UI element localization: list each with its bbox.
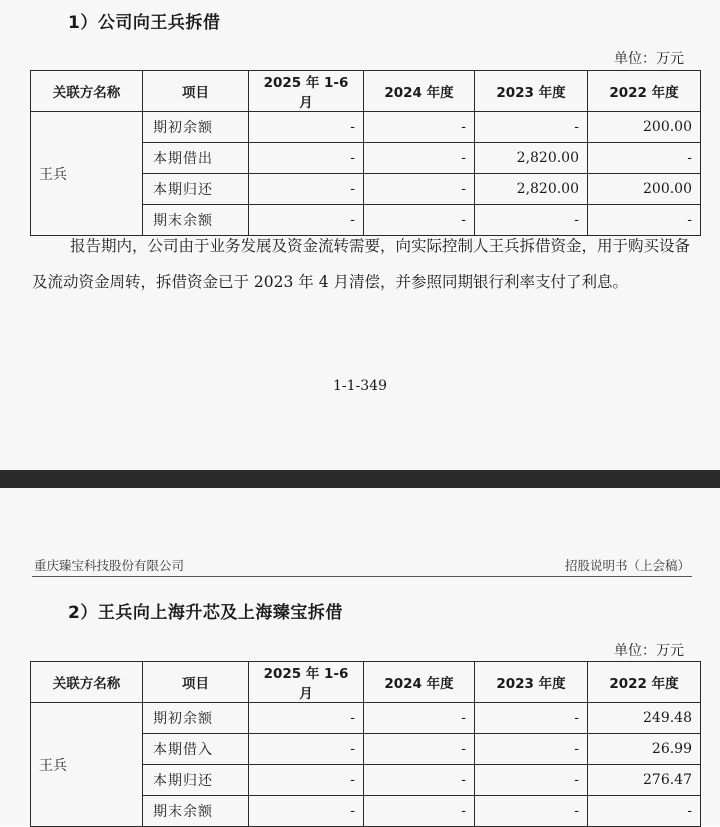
value-cell: -: [364, 734, 475, 765]
section-heading-1: 1）公司向王兵拆借: [68, 13, 221, 33]
page-number: 1-1-349: [333, 378, 387, 394]
col-header-2023: 2023 年度: [475, 662, 588, 703]
col-header-item: 项目: [143, 662, 249, 703]
col-header-party: 关联方名称: [31, 662, 143, 703]
item-cell: 本期借入: [143, 734, 249, 765]
table-row: [31, 703, 701, 734]
party-name-cell: 王兵: [31, 112, 143, 236]
item-cell: 期初余额: [143, 112, 249, 143]
value-cell: -: [588, 143, 701, 174]
item-cell: 期末余额: [143, 205, 249, 236]
value-cell: -: [364, 703, 475, 734]
value-cell: -: [364, 796, 475, 827]
item-cell: 本期归还: [143, 765, 249, 796]
table-header-row: [31, 71, 701, 112]
value-cell: -: [249, 174, 364, 205]
value-cell: -: [249, 765, 364, 796]
col-header-2025h1: 2025 年 1-6 月: [249, 662, 364, 703]
value-cell: -: [249, 734, 364, 765]
value-cell: -: [249, 112, 364, 143]
loan-table-1: [30, 70, 701, 236]
table-row: [31, 112, 701, 143]
col-header-2024: 2024 年度: [364, 662, 475, 703]
value-cell: 26.99: [588, 734, 701, 765]
value-cell: -: [249, 143, 364, 174]
value-cell: -: [364, 143, 475, 174]
col-header-2025h1: 2025 年 1-6 月: [249, 71, 364, 112]
value-cell: 200.00: [588, 174, 701, 205]
header-rule: [32, 576, 692, 577]
value-cell: 2,820.00: [475, 143, 588, 174]
col-header-2022: 2022 年度: [588, 71, 701, 112]
value-cell: 2,820.00: [475, 174, 588, 205]
col-header-party: 关联方名称: [31, 71, 143, 112]
value-cell: -: [249, 703, 364, 734]
page-divider: [0, 470, 720, 488]
value-cell: -: [364, 112, 475, 143]
item-cell: 本期借出: [143, 143, 249, 174]
col-header-item: 项目: [143, 71, 249, 112]
item-cell: 期末余额: [143, 796, 249, 827]
table-header-row: [31, 662, 701, 703]
item-cell: 期初余额: [143, 703, 249, 734]
value-cell: -: [364, 174, 475, 205]
value-cell: -: [475, 112, 588, 143]
body-paragraph: [32, 228, 694, 300]
unit-label-1: 单位：万元: [614, 51, 684, 67]
col-header-2024: 2024 年度: [364, 71, 475, 112]
value-cell: -: [364, 765, 475, 796]
col-header-2023: 2023 年度: [475, 71, 588, 112]
party-name-cell: 王兵: [31, 703, 143, 827]
value-cell: -: [364, 205, 475, 236]
paragraph-text: 报告期内，公司由于业务发展及资金流转需要，向实际控制人王兵拆借资金，用于购买设备及流动资金周转，拆借资金已于 2023 年 4 月清偿，并参照同期银行利率支付了利息。: [32, 237, 691, 291]
section-heading-2: 2）王兵向上海升芯及上海臻宝拆借: [68, 603, 343, 623]
unit-label-2: 单位：万元: [614, 643, 684, 659]
value-cell: 249.48: [588, 703, 701, 734]
value-cell: -: [475, 734, 588, 765]
value-cell: -: [588, 796, 701, 827]
value-cell: -: [475, 205, 588, 236]
loan-table-2: [30, 661, 701, 827]
value-cell: -: [475, 765, 588, 796]
value-cell: -: [249, 205, 364, 236]
item-cell: 本期归还: [143, 174, 249, 205]
value-cell: -: [475, 796, 588, 827]
value-cell: -: [588, 205, 701, 236]
value-cell: 200.00: [588, 112, 701, 143]
col-header-2022: 2022 年度: [588, 662, 701, 703]
value-cell: -: [475, 703, 588, 734]
running-header-doc-type: 招股说明书（上会稿）: [564, 558, 690, 573]
value-cell: -: [249, 796, 364, 827]
running-header-company: 重庆臻宝科技股份有限公司: [34, 558, 185, 573]
value-cell: 276.47: [588, 765, 701, 796]
